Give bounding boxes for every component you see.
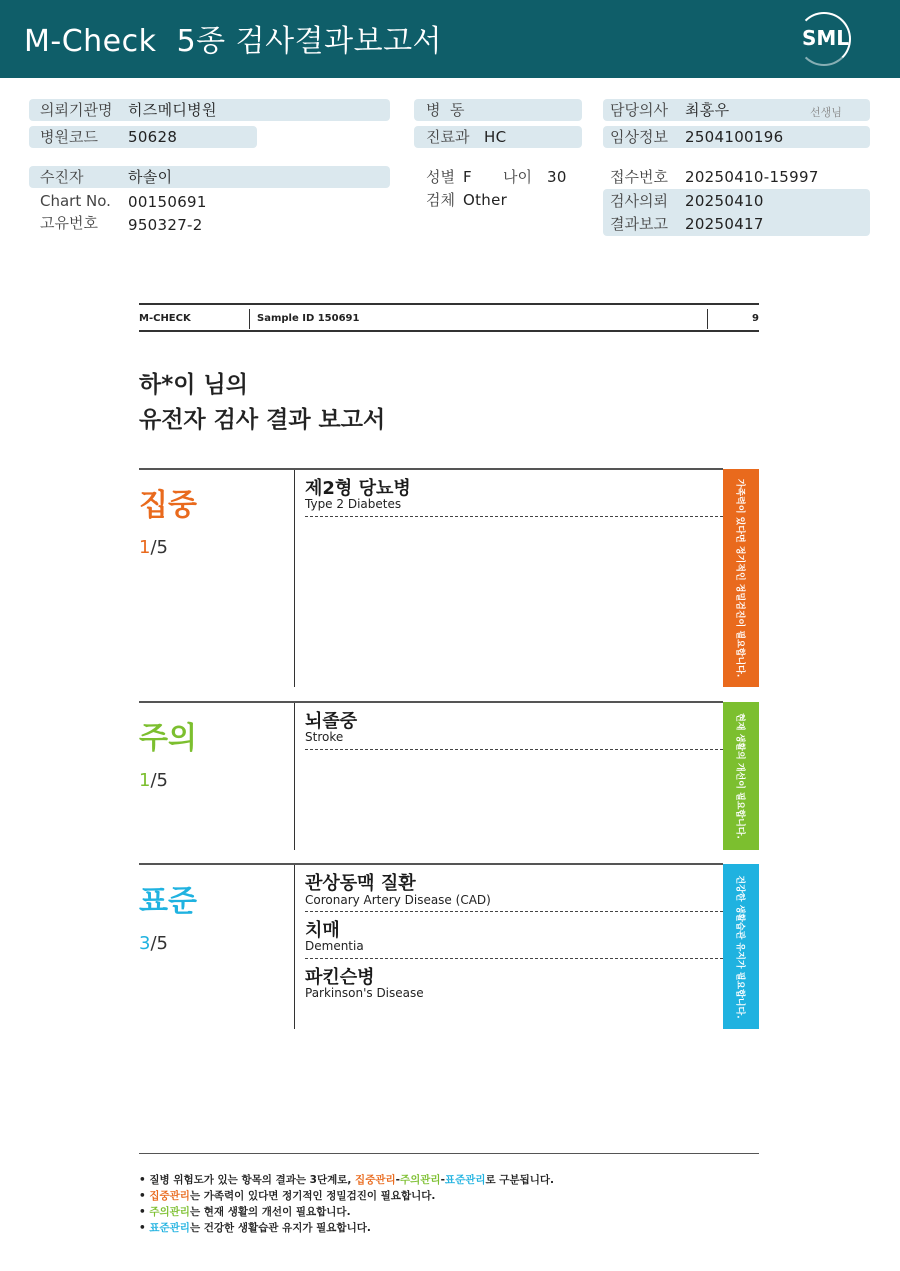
- disease-name-ko: 파킨슨병: [305, 967, 375, 988]
- category-caution-count: 1/5: [139, 770, 168, 791]
- standard-side-bar: [723, 864, 759, 1029]
- dotted-divider: [305, 911, 723, 912]
- sample-id: Sample ID 150691: [257, 313, 360, 324]
- disease-name-ko: 뇌졸중: [305, 711, 358, 732]
- caution-side-text: 현재 생활의 개선이 필요합니다.: [734, 713, 745, 839]
- institution-label: 의뢰기관명: [40, 101, 113, 119]
- institution-value: 히즈메디병원: [128, 101, 217, 119]
- footnote-2: • 집중관리는 가족력이 있다면 정기적인 정밀검진이 필요합니다.: [139, 1190, 436, 1202]
- dept-value: HC: [484, 128, 507, 146]
- footnote-1: • 질병 위험도가 있는 항목의 결과는 3단계로, 집중관리-주의관리-표준관리로 구분됩니다.: [139, 1174, 555, 1186]
- clinical-value: 2504100196: [685, 128, 784, 146]
- age-label: 나이: [503, 168, 532, 186]
- request-date-value: 20250410: [685, 192, 764, 210]
- dotted-divider: [305, 516, 723, 517]
- logo-text: SML: [802, 26, 850, 50]
- hospital-code-label: 병원코드: [40, 128, 98, 146]
- dept-label: 진료과: [426, 128, 470, 146]
- category-focus: 집중: [139, 488, 197, 523]
- category-focus-count: 1/5: [139, 537, 168, 558]
- focus-side-bar: [723, 469, 759, 687]
- page-number: 9: [752, 313, 759, 324]
- section-vline: [294, 703, 295, 850]
- divider: [707, 309, 708, 329]
- unique-no-label: 고유번호: [40, 214, 98, 232]
- disease-name-en: Stroke: [305, 730, 344, 744]
- section-divider-standard: [139, 863, 723, 865]
- sex-value: F: [463, 168, 472, 186]
- specimen-value: Other: [463, 191, 508, 209]
- category-standard-count: 3/5: [139, 933, 168, 954]
- ward-label: 병 동: [426, 101, 465, 119]
- category-caution: 주의: [139, 721, 197, 756]
- section-divider-caution: [139, 701, 723, 703]
- disease-name-en: Parkinson's Disease: [305, 986, 424, 1000]
- patient-label: 수진자: [40, 168, 84, 186]
- receipt-value: 20250410-15997: [685, 168, 819, 186]
- report-date-value: 20250417: [685, 215, 764, 233]
- doctor-suffix: 선생님: [810, 106, 842, 119]
- focus-side-text: 가족력이 있다면 정기적인 정밀검진이 필요합니다.: [734, 478, 745, 678]
- disease-name-ko: 치매: [305, 920, 340, 941]
- report-date-label: 결과보고: [610, 215, 668, 233]
- category-standard: 표준: [139, 884, 197, 919]
- receipt-label: 접수번호: [610, 168, 668, 186]
- request-date-label: 검사의뢰: [610, 192, 668, 210]
- footnote-4: • 표준관리는 건강한 생활습관 유지가 필요합니다.: [139, 1222, 371, 1234]
- disease-name-ko: 제2형 당뇨병: [305, 478, 411, 499]
- divider: [249, 309, 250, 329]
- specimen-label: 검체: [426, 191, 455, 209]
- report-header-title: M-Check 5종 검사결과보고서: [24, 24, 443, 59]
- doctor-label: 담당의사: [610, 101, 668, 119]
- footer-divider: [139, 1153, 759, 1154]
- header-bar: [0, 0, 900, 78]
- unique-no-value: 950327-2: [128, 216, 203, 234]
- sex-label: 성별: [426, 168, 455, 186]
- age-value: 30: [547, 168, 567, 186]
- report-header-strip: [139, 303, 759, 332]
- doctor-value: 최홍우: [685, 101, 730, 119]
- standard-side-text: 건강한 생활습관 유지가 필요합니다.: [734, 874, 745, 1019]
- disease-name-ko: 관상동맥 질환: [305, 873, 416, 894]
- chart-no-value: 00150691: [128, 193, 207, 211]
- chart-no-label: Chart No.: [40, 192, 111, 210]
- dotted-divider: [305, 958, 723, 959]
- hospital-code-value: 50628: [128, 128, 178, 146]
- sml-logo: [797, 12, 853, 66]
- section-vline: [294, 470, 295, 687]
- disease-name-en: Type 2 Diabetes: [305, 497, 402, 511]
- dotted-divider: [305, 749, 723, 750]
- section-divider-focus: [139, 468, 723, 470]
- report-title-line2: 유전자 검사 결과 보고서: [139, 407, 386, 433]
- disease-name-en: Coronary Artery Disease (CAD): [305, 893, 491, 907]
- footnote-3: • 주의관리는 현재 생활의 개선이 필요합니다.: [139, 1206, 351, 1218]
- disease-name-en: Dementia: [305, 939, 364, 953]
- patient-value: 하솔이: [128, 168, 173, 186]
- caution-side-bar: [723, 702, 759, 850]
- section-vline: [294, 865, 295, 1029]
- report-title-line1: 하*이 님의: [139, 372, 248, 398]
- clinical-label: 임상정보: [610, 128, 668, 146]
- report-brand: M-CHECK: [139, 313, 191, 324]
